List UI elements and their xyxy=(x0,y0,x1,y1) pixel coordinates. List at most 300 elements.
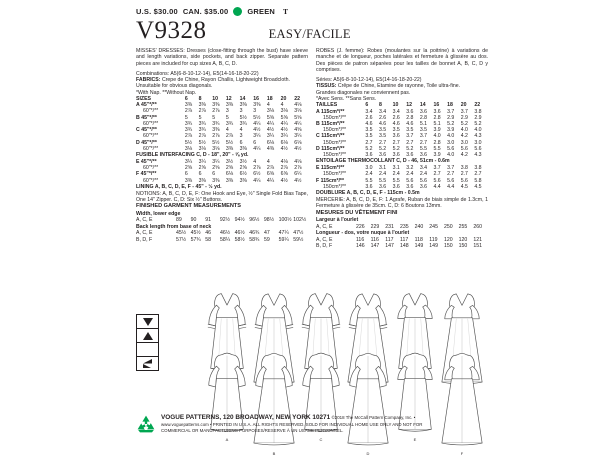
yardage-cell: 2⅝ xyxy=(184,165,193,172)
yardage-cell: 5 xyxy=(225,114,229,121)
yardage-cell: 4 xyxy=(266,158,270,165)
fr-unsuitable: Grandes diagonales ne conviennent pas. xyxy=(316,89,411,96)
yardage-cell: 3¼ xyxy=(266,133,275,140)
yardage-cell: 3.1 xyxy=(392,165,400,172)
yardage-cell: 4.0 xyxy=(433,133,441,140)
size-header-cell: 8 xyxy=(378,102,382,109)
yardage-cell: 4¼ xyxy=(294,120,302,127)
yardage-cell: 4½ xyxy=(280,177,288,184)
yardage-row-label: 150cm*/** xyxy=(323,114,347,121)
measurement-cell: 120 xyxy=(443,236,453,243)
footer xyxy=(136,415,488,435)
yardage-cell: 3⅜ xyxy=(212,102,220,109)
yardage-cell: 4 xyxy=(239,127,243,134)
yardage-cell: 3.0 xyxy=(447,139,455,146)
yardage-cell: 4½ xyxy=(253,127,261,134)
yardage-cell: 5⅝ xyxy=(266,114,275,121)
yardage-cell: 5.5 xyxy=(378,177,387,184)
yardage-cell: 3 xyxy=(239,133,243,140)
yardage-row-label: 60"*/** xyxy=(143,145,159,152)
yardage-cell: 3¾ xyxy=(239,120,247,127)
size-header-cell: 22 xyxy=(294,96,301,103)
yardage-cell: 2.8 xyxy=(406,114,414,121)
view-label: B xyxy=(272,451,276,456)
yardage-cell: 2⅞ xyxy=(294,165,302,172)
measurement-cell: 47 xyxy=(263,230,270,237)
yardage-cell: 4¼ xyxy=(280,120,288,127)
yardage-cell: 3.6 xyxy=(419,183,428,190)
yardage-cell: 3¾ xyxy=(198,120,206,127)
measurement-row-label: B, D, F xyxy=(316,243,333,250)
yardage-cell: 3.6 xyxy=(392,183,400,190)
en-nap-note: *With Nap. **Without Nap. xyxy=(136,89,197,96)
yardage-cell: 3.4 xyxy=(419,165,428,172)
yardage-cell: 2⅞ xyxy=(184,133,193,140)
view-label: C xyxy=(319,437,323,442)
yardage-cell: 6 xyxy=(253,139,257,146)
en-backlen-table xyxy=(136,230,308,243)
yardage-cell: 2⅝ xyxy=(239,165,247,172)
yardage-cell: 2.7 xyxy=(406,139,414,146)
yardage-cell: 5.6 xyxy=(433,177,441,184)
yardage-cell: 2⅞ xyxy=(280,165,288,172)
yardage-cell: 2⅝ xyxy=(225,165,234,172)
yardage-cell: 3.7 xyxy=(447,165,455,172)
size-header-cell: 22 xyxy=(474,102,481,109)
measurement-cell: 250 xyxy=(443,223,453,230)
yardage-row-label: 150cm*/** xyxy=(323,171,347,178)
trademark-icon: T xyxy=(283,6,289,16)
yardage-row-label: B 45"*/** xyxy=(136,114,157,121)
measurement-cell: 46½ xyxy=(219,230,231,237)
yardage-cell: 3.5 xyxy=(378,133,387,140)
yardage-cell: 5.6 xyxy=(460,177,468,184)
size-header-cell: 16 xyxy=(433,102,440,109)
french-column xyxy=(316,48,488,250)
yardage-cell: 3.9 xyxy=(447,127,455,134)
en-fabrics-value: Crepe de Chine, Rayon Challis, Lightweight Broadcloth. xyxy=(161,77,290,84)
yardage-cell: 6 xyxy=(239,139,243,146)
legend-triangle-down-icon xyxy=(137,315,158,329)
measurement-cell: 118 xyxy=(414,236,423,243)
yardage-cell: 3.7 xyxy=(419,133,428,140)
measurement-cell: 46¾ xyxy=(249,230,260,237)
yardage-cell: 3.5 xyxy=(378,127,387,134)
yardage-cell: 5 xyxy=(198,114,202,121)
yardage-cell: 2.7 xyxy=(447,171,455,178)
size-header-cell: 18 xyxy=(447,102,453,109)
yardage-row-label: A 45"*/** xyxy=(136,102,157,109)
yardage-cell: 5.6 xyxy=(460,145,468,152)
yardage-cell: 4 xyxy=(253,158,257,165)
garment-figure xyxy=(345,345,391,456)
fr-backlen-label: Longueur - dos, votre nuque à l'ourlet xyxy=(316,230,410,237)
yardage-cell: 3.6 xyxy=(378,152,387,158)
yardage-cell: 4 xyxy=(280,102,284,109)
size-header-cell: 16 xyxy=(253,96,260,103)
yardage-cell: 3.4 xyxy=(392,108,400,115)
yardage-cell: 3.9 xyxy=(433,152,441,158)
yardage-row-label: 60"*/** xyxy=(143,108,159,115)
measurement-cell: 91 xyxy=(205,217,212,224)
yardage-cell: 3¼ xyxy=(280,133,288,140)
fr-description: ROBES (J. femme): Robes (moulantes sur la poitrine) à variations de manche et de longueur, poches latérales et fermeture à glissère au dos. Des pièces de patron séparées pour les tailles de bonnet A, B, C, D y comprises. xyxy=(316,48,488,73)
yardage-cell: 3.6 xyxy=(419,152,428,158)
yardage-cell: 2.9 xyxy=(474,114,482,121)
yardage-cell: 5.6 xyxy=(406,177,414,184)
size-header-cell: 6 xyxy=(365,102,369,109)
yardage-cell: 3 xyxy=(253,108,257,115)
measurement-cell: 58¼ xyxy=(219,236,231,243)
yardage-cell: 3⅜ xyxy=(198,102,206,109)
yardage-cell: 4 xyxy=(225,127,229,134)
yardage-cell: 4⅛ xyxy=(294,158,302,165)
measurement-cell: 260 xyxy=(473,223,482,230)
measurement-cell: 149 xyxy=(414,243,424,250)
measurement-cell: 57½ xyxy=(175,236,187,243)
measurement-cell: 89 xyxy=(175,217,182,224)
measurement-cell: 58 xyxy=(205,236,212,243)
yardage-cell: 5.6 xyxy=(447,177,455,184)
yardage-cell: 2.9 xyxy=(460,114,468,121)
size-header-cell: 10 xyxy=(392,102,399,109)
view-label: F xyxy=(460,451,464,456)
yardage-cell: 4.5 xyxy=(474,183,482,190)
price-us: U.S. $30.00 xyxy=(136,6,178,16)
size-header-cell: 10 xyxy=(212,96,219,103)
fr-interfacing: ENTOILAGE THERMOCOLLANT C, D - 46, 51cm - 0.6m xyxy=(316,158,450,165)
yardage-cell: 2.6 xyxy=(365,114,373,121)
yardage-cell: 6 xyxy=(184,171,188,178)
view-label: E xyxy=(413,437,417,442)
yardage-row-label: 150cm*/** xyxy=(323,183,347,190)
yardage-cell: 3⅜ xyxy=(239,102,247,109)
yardage-cell: 3¾ xyxy=(198,127,206,134)
yardage-cell: 4¼ xyxy=(266,120,275,127)
yardage-cell: 4.0 xyxy=(460,127,468,134)
yardage-cell: 3.8 xyxy=(460,165,468,172)
yardage-cell: 3¾ xyxy=(212,120,220,127)
yardage-cell: 3.6 xyxy=(378,183,387,190)
yardage-cell: 5.5 xyxy=(392,177,400,184)
yardage-cell: 3⅜ xyxy=(225,102,234,109)
yardage-cell: 5½ xyxy=(239,114,247,121)
yardage-cell: 4½ xyxy=(294,145,302,152)
measurement-row-label: B, D, F xyxy=(136,236,153,243)
yardage-cell: 3 xyxy=(225,108,229,115)
yardage-cell: 5.6 xyxy=(419,177,428,184)
yardage-cell: 3¾ xyxy=(184,127,193,134)
yardage-cell: 2.7 xyxy=(460,171,468,178)
yardage-cell: 6⅛ xyxy=(225,171,234,178)
yardage-cell: 3⅛ xyxy=(294,108,302,115)
measurement-cell: 46½ xyxy=(234,230,245,237)
yardage-cell: 6 xyxy=(212,171,216,178)
english-column xyxy=(136,48,308,250)
yardage-cell: 4½ xyxy=(266,127,275,134)
yardage-cell: 3⅜ xyxy=(239,177,247,184)
size-header-cell: 18 xyxy=(266,96,273,103)
yardage-cell: 5½ xyxy=(184,139,193,146)
yardage-cell: 5½ xyxy=(198,139,206,146)
fr-nap-note: *Avec Sens. **Sans Sens. xyxy=(316,96,377,103)
yardage-cell: 4½ xyxy=(280,127,288,134)
yardage-cell: 2.6 xyxy=(378,114,387,121)
measurement-cell: 57¾ xyxy=(190,236,201,243)
info-columns xyxy=(136,48,488,250)
yardage-cell: 3.8 xyxy=(474,108,482,115)
yardage-cell: 4.0 xyxy=(447,152,455,158)
garment-figure xyxy=(298,345,344,456)
measurement-cell: 120 xyxy=(458,236,468,243)
yardage-row-label: B 115cm*/** xyxy=(316,120,345,127)
measurement-cell: 235 xyxy=(399,223,409,230)
measurement-cell: 90 xyxy=(190,217,197,224)
measurement-cell: 45½ xyxy=(190,230,201,237)
yardage-cell: 5.2 xyxy=(474,120,482,127)
yardage-cell: 2⅞ xyxy=(184,108,193,115)
yardage-cell: 2⅞ xyxy=(266,165,275,172)
garment-figure xyxy=(392,345,438,456)
yardage-cell: 3.7 xyxy=(433,165,441,172)
yardage-cell: 4.3 xyxy=(474,152,482,158)
measurement-cell: 255 xyxy=(458,223,468,230)
yardage-cell: 4¼ xyxy=(253,177,261,184)
pattern-number: V9328 xyxy=(136,17,207,44)
footer-line-3: COMMERCIAL OR MANUFACTURING PURPOSES/RESERVE À UN USAGE PERSONNEL. xyxy=(161,428,344,434)
yardage-cell: 5.2 xyxy=(392,145,400,152)
size-header-cell: 12 xyxy=(225,96,232,103)
yardage-cell: 3¾ xyxy=(225,120,234,127)
measurement-cell: 58½ xyxy=(234,236,245,243)
yardage-cell: 5.6 xyxy=(474,145,482,152)
yardage-cell: 4.4 xyxy=(433,183,441,190)
yardage-cell: 2.7 xyxy=(474,171,482,178)
fr-series: Séries: A5(6-8-10-12-14), E5(14-16-18-20-22) xyxy=(316,77,422,84)
yardage-cell: 4¼ xyxy=(253,120,261,127)
measurement-cell: 116 xyxy=(355,236,365,243)
yardage-cell: 5.2 xyxy=(460,120,468,127)
measurement-row-label: A, C, E xyxy=(136,217,153,224)
yardage-cell: 3.6 xyxy=(365,183,373,190)
measurement-cell: 229 xyxy=(370,223,380,230)
yardage-cell: 2⅞ xyxy=(198,108,206,115)
yardage-cell: 3.2 xyxy=(406,165,414,172)
yardage-cell: 3.5 xyxy=(419,127,428,134)
yardage-cell: 2.4 xyxy=(378,171,387,178)
yardage-cell: 2.8 xyxy=(433,139,441,146)
yardage-cell: 4.6 xyxy=(378,120,387,127)
yardage-cell: 3⅛ xyxy=(184,145,193,152)
yardage-row-label: A 115cm*/** xyxy=(316,108,345,115)
yardage-cell: 4 xyxy=(266,102,270,109)
yardage-cell: 4.4 xyxy=(447,183,455,190)
yardage-cell: 2.4 xyxy=(419,171,428,178)
yardage-cell: 3⅛ xyxy=(280,108,288,115)
yardage-cell: 5.1 xyxy=(419,120,428,127)
fr-lining: DOUBLURE A, B, C, D, E, F - 115cm - 0.5m xyxy=(316,190,420,197)
measurement-cell: 94½ xyxy=(234,217,245,224)
yardage-cell: 5⅝ xyxy=(280,114,288,121)
yardage-cell: 2.7 xyxy=(392,139,400,146)
yardage-cell: 3⅜ xyxy=(212,127,220,134)
yardage-row-label: F 45"*/** xyxy=(136,171,157,178)
yardage-cell: 2.7 xyxy=(365,139,373,146)
yardage-cell: 2⅞ xyxy=(253,165,261,172)
yardage-row-label: D 45"*/** xyxy=(136,139,157,146)
fr-tissus-value: Crêpe de Chine, Etamine de rayonne, Toile ultra-fine. xyxy=(337,83,461,90)
measurement-cell: 59¼ xyxy=(278,236,289,243)
yardage-cell: 4⅛ xyxy=(280,158,288,165)
yardage-cell: 4.2 xyxy=(460,152,468,158)
yardage-cell: 3⅜ xyxy=(239,145,247,152)
yardage-row-label: 60"*/** xyxy=(143,177,159,184)
yardage-cell: 2⅞ xyxy=(212,108,220,115)
yardage-cell: 3¼ xyxy=(253,133,261,140)
price-can: CAN. $35.00 xyxy=(182,6,229,16)
yardage-cell: 5.5 xyxy=(433,145,441,152)
size-header-cell: 14 xyxy=(239,96,246,103)
yardage-row-label: 60"*/** xyxy=(143,165,159,172)
measurement-cell: 59 xyxy=(263,236,270,243)
yardage-cell: 3⅜ xyxy=(184,177,193,184)
yardage-cell: 4¼ xyxy=(266,177,275,184)
measurement-row xyxy=(316,243,488,249)
yardage-row-label: E 115cm*/** xyxy=(316,165,345,172)
yardage-cell: 4¼ xyxy=(253,145,261,152)
sizes-header: TAILLES xyxy=(316,102,338,109)
yardage-cell: 2.8 xyxy=(433,114,441,121)
yardage-cell: 3.0 xyxy=(474,139,482,146)
yardage-cell: 5½ xyxy=(212,139,220,146)
yardage-cell: 3.5 xyxy=(392,127,400,134)
yardage-cell: 4½ xyxy=(294,177,302,184)
measurement-cell: 151 xyxy=(473,243,482,250)
measurement-cell: 245 xyxy=(429,223,438,230)
yardage-cell: 3.0 xyxy=(460,139,468,146)
measurement-cell: 150 xyxy=(443,243,453,250)
yardage-cell: 2.8 xyxy=(419,114,428,121)
yardage-cell: 3.5 xyxy=(365,127,373,134)
measurement-cell: 47½ xyxy=(293,230,304,237)
en-notions: NOTIONS: A, B, C, D, E, F: One Hook and Eye, ½" Single Fold Bias Tape, One 14" Zipper. C, D: Six ½" Buttons. xyxy=(136,190,308,204)
footer-line-2: www.voguepatterns.com • PRINTED IN U.S.A. ALL RIGHTS RESERVED. SOLD FOR INDIVIDUAL HOME USE ONLY AND NOT FOR xyxy=(161,421,423,427)
yardage-cell: 3.6 xyxy=(406,152,414,158)
recycle-icon xyxy=(136,415,156,433)
yardage-cell: 5.2 xyxy=(365,145,373,152)
yardage-row-label: D 115cm*/** xyxy=(316,145,345,152)
yardage-cell: 6½ xyxy=(253,171,261,178)
yardage-cell: 3.4 xyxy=(378,108,387,115)
yardage-cell: 3⅜ xyxy=(253,102,261,109)
yardage-cell: 2.9 xyxy=(447,114,455,121)
yardage-cell: 3.7 xyxy=(460,108,468,115)
size-header-cell: 12 xyxy=(406,102,412,109)
yardage-cell: 3¼ xyxy=(212,158,220,165)
yardage-cell: 2.7 xyxy=(419,139,428,146)
yardage-cell: 4.0 xyxy=(447,133,455,140)
yardage-cell: 3⅜ xyxy=(198,177,206,184)
size-header-cell: 20 xyxy=(460,102,467,109)
yardage-cell: 3¾ xyxy=(184,120,193,127)
measurement-cell: 102½ xyxy=(293,217,307,224)
yardage-cell: 3.5 xyxy=(406,127,414,134)
yardage-cell: 2.7 xyxy=(378,139,387,146)
yardage-cell: 3.0 xyxy=(365,165,373,172)
yardage-cell: 4½ xyxy=(280,145,288,152)
yardage-cell: 3.6 xyxy=(392,133,400,140)
measurement-cell: 148 xyxy=(399,243,409,250)
yardage-cell: 3.4 xyxy=(365,108,373,115)
color-dot-icon xyxy=(233,7,242,16)
en-finished-header: FINISHED GARMENT MEASUREMENTS xyxy=(136,203,242,210)
footer-line-1 xyxy=(161,415,422,422)
difficulty-label: EASY/FACILE xyxy=(268,27,351,41)
yardage-row-label: F 115cm*/** xyxy=(316,177,344,184)
en-width-label: Width, lower edge xyxy=(136,210,181,217)
measurement-cell: 149 xyxy=(429,243,438,250)
yardage-cell: 3.7 xyxy=(447,108,455,115)
measurement-row-label: A, C, E xyxy=(136,230,153,237)
yardage-cell: 5.2 xyxy=(378,145,387,152)
yardage-cell: 4.2 xyxy=(460,133,468,140)
yardage-row-label: 60"*/** xyxy=(143,133,159,140)
yardage-row-label: C 115cm*/** xyxy=(316,133,345,140)
size-header-cell: 6 xyxy=(184,96,188,103)
legend-blank xyxy=(137,343,158,357)
yardage-cell: 2.7 xyxy=(433,171,441,178)
yardage-cell: 2.4 xyxy=(406,171,414,178)
yardage-cell: 3⅛ xyxy=(198,145,206,152)
yardage-cell: 5.6 xyxy=(447,145,455,152)
yardage-cell: 3.6 xyxy=(406,183,414,190)
yardage-cell: 4.0 xyxy=(474,127,482,134)
yardage-cell: 6⅛ xyxy=(266,139,275,146)
yardage-row-label: 60"*/** xyxy=(143,120,159,127)
yardage-cell: 5.1 xyxy=(433,120,441,127)
yardage-cell: 4.3 xyxy=(474,133,482,140)
measurement-cell: 147 xyxy=(370,243,380,250)
yardage-cell: 5½ xyxy=(225,139,234,146)
yardage-cell: 5½ xyxy=(253,114,261,121)
yardage-cell: 3.9 xyxy=(433,127,441,134)
yardage-cell: 6¼ xyxy=(294,171,302,178)
measurement-cell: 117 xyxy=(385,236,394,243)
color-label: GREEN xyxy=(247,6,276,16)
yardage-cell: 4⅜ xyxy=(266,145,275,152)
yardage-cell: 5 xyxy=(212,114,216,121)
fr-notions: MERCERIE: A, B, C, D, E, F: 1 Agrafe, Ruban de biais simple de 1.3cm, 1 Fermeture à glissère de 35cm. C, D: 6 Boutons 13mm. xyxy=(316,197,488,210)
measurement-cell: 59½ xyxy=(293,236,304,243)
yardage-cell: 3.6 xyxy=(365,152,373,158)
measurement-cell: 119 xyxy=(429,236,438,243)
measurement-cell: 231 xyxy=(385,223,394,230)
yardage-cell: 4.6 xyxy=(392,120,400,127)
yardage-cell: 6 xyxy=(198,171,202,178)
measurement-cell: 45½ xyxy=(175,230,187,237)
yardage-cell: 3.6 xyxy=(406,108,414,115)
measurement-row-label: A, C, E xyxy=(316,223,333,230)
yardage-cell: 4⅝ xyxy=(294,127,302,134)
yardage-cell: 3¼ xyxy=(198,158,206,165)
en-interfacing: FUSIBLE INTERFACING C, D - 18", 20" - ⅝ yd. xyxy=(136,151,249,158)
yardage-cell: 5.5 xyxy=(419,145,428,152)
yardage-cell: 3 xyxy=(239,108,243,115)
yardage-cell: 3⅜ xyxy=(184,102,193,109)
company-address: VOGUE PATTERNS, 120 BROADWAY, NEW YORK 10271 xyxy=(161,414,331,421)
yardage-cell: 5⅝ xyxy=(294,114,302,121)
price-row xyxy=(136,0,488,17)
